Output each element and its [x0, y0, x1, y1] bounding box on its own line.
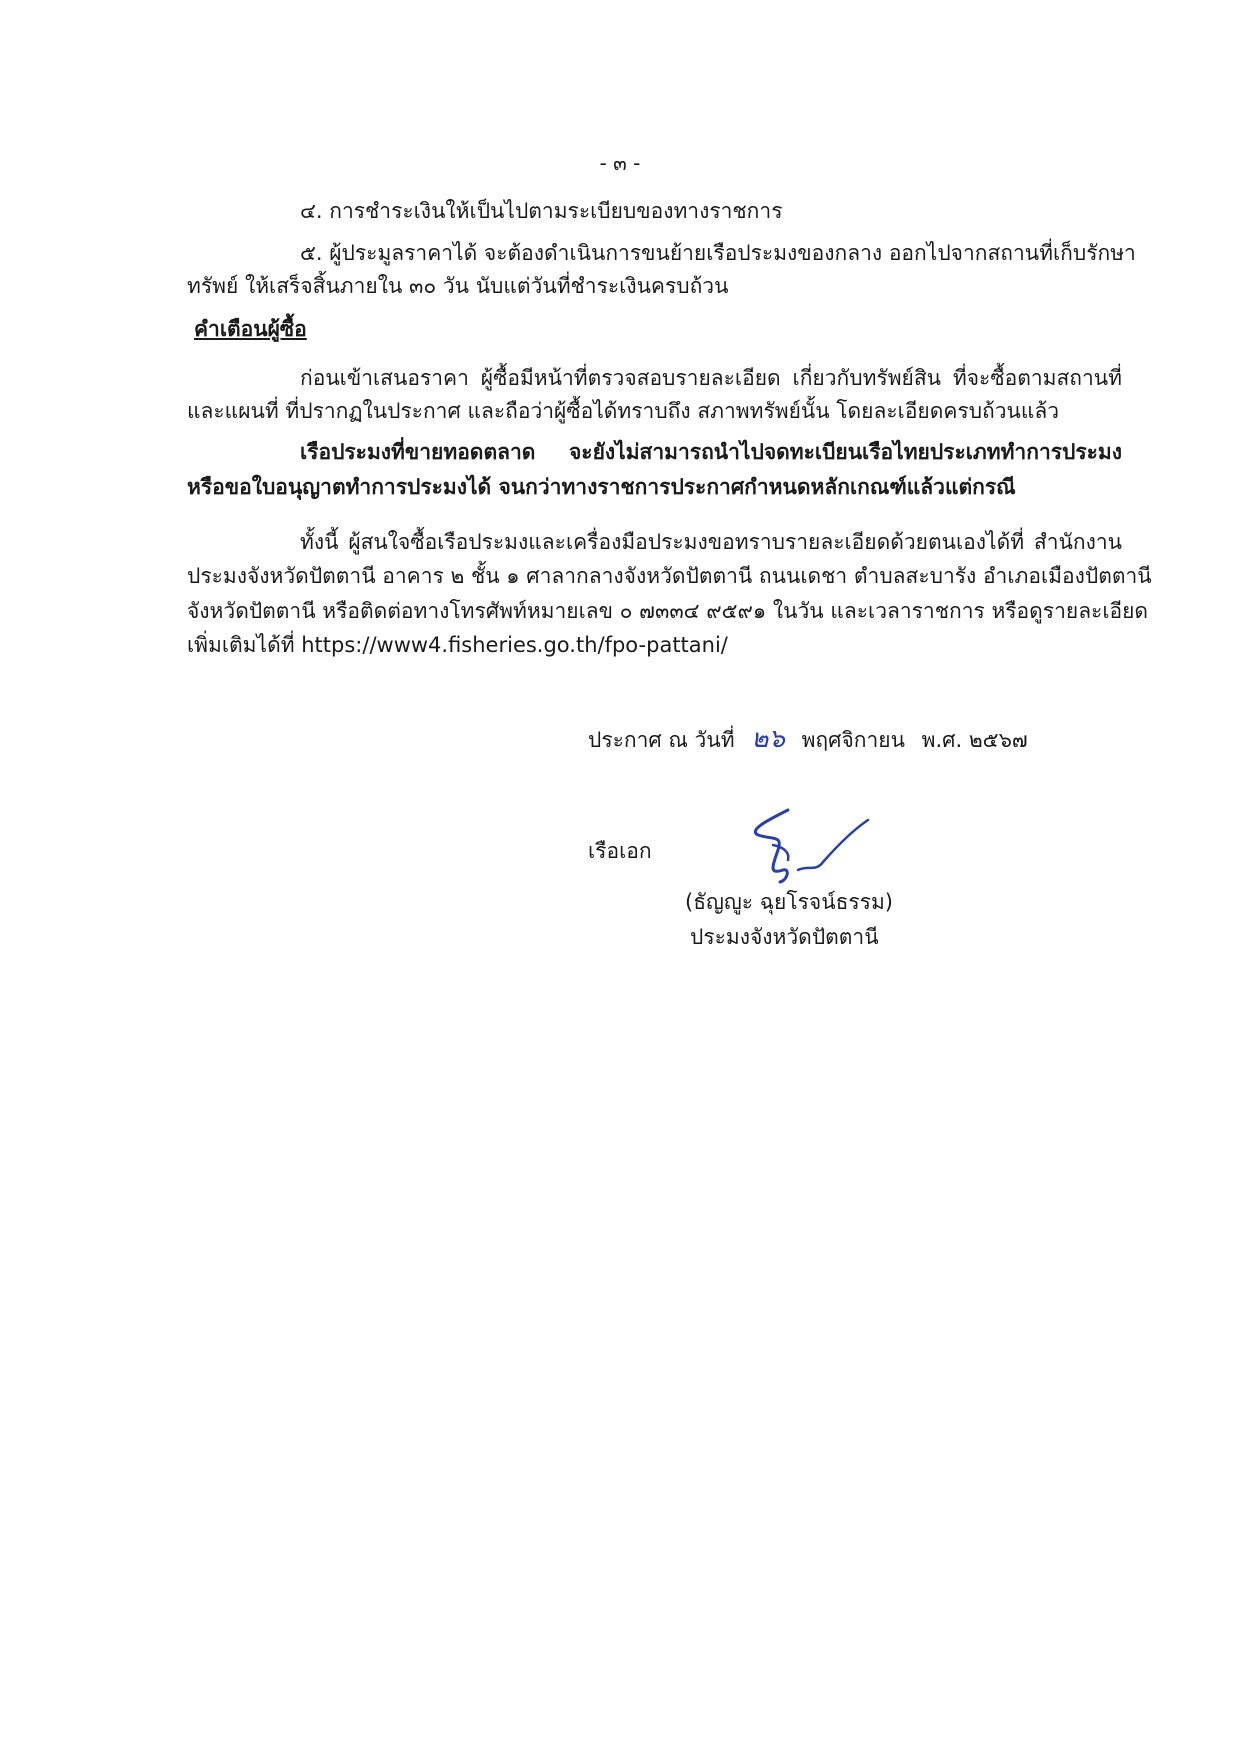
announcement-day: ๒๖ — [751, 724, 785, 754]
contact-line-4: เพิ่มเติมได้ที่ https://www4.fisheries.go.th/fpo-pattani/ — [187, 633, 728, 657]
announcement-date — [588, 724, 1028, 755]
handwritten-signature — [728, 790, 878, 900]
warning-para1-line-2: และแผนที่ ที่ปรากฏในประกาศ และถือว่าผู้ซื้อได้ทราบถึง สภาพทรัพย์นั้น โดยละเอียดครบถ้วนแล้ว — [187, 399, 1060, 423]
announcement-year: พ.ศ. ๒๕๖๗ — [921, 728, 1028, 752]
page-number: - ๓ - — [599, 151, 641, 175]
warning-para1-line-1: ก่อนเข้าเสนอราคา ผู้ซื้อมีหน้าที่ตรวจสอบรายละเอียด เกี่ยวกับทรัพย์สิน ที่จะซื้อตามสถานที่ — [300, 366, 1122, 390]
clause-5-line-1: ๕. ผู้ประมูลราคาได้ จะต้องดำเนินการขนย้ายเรือประมงของกลาง ออกไปจากสถานที่เก็บรักษา — [300, 241, 1136, 265]
warning-bold-line-2: หรือขอใบอนุญาตทำการประมงได้ จนกว่าทางราชการประกาศกำหนดหลักเกณฑ์แล้วแต่กรณี — [187, 475, 1016, 499]
contact-line-1: ทั้งนี้ ผู้สนใจซื้อเรือประมงและเครื่องมือประมงขอทราบรายละเอียดด้วยตนเองได้ที่ สำนักงาน — [300, 530, 1122, 554]
warning-heading: คำเตือนผู้ซื้อ — [194, 317, 307, 341]
announcement-month: พฤศจิกายน — [801, 728, 905, 752]
signatory-name: (ธัญญูะ ฉุยโรจน์ธรรม) — [685, 890, 893, 914]
warning-bold-line-1: เรือประมงที่ขายทอดตลาด จะยังไม่สามารถนำไปจดทะเบียนเรือไทยประเภททำการประมง — [300, 440, 1122, 464]
clause-5-line-2: ทรัพย์ ให้เสร็จสิ้นภายใน ๓๐ วัน นับแต่วันที่ชำระเงินครบถ้วน — [187, 274, 729, 298]
announcement-prefix: ประกาศ ณ วันที่ — [588, 728, 735, 752]
contact-line-3: จังหวัดปัตตานี หรือติดต่อทางโทรศัพท์หมายเลข ๐ ๗๓๓๔ ๙๕๙๑ ในวัน และเวลาราชการ หรือดูรายละเอียด — [187, 599, 1149, 623]
signatory-position: ประมงจังหวัดปัตตานี — [690, 925, 879, 949]
contact-line-2: ประมงจังหวัดปัตตานี อาคาร ๒ ชั้น ๑ ศาลากลางจังหวัดปัตตานี ถนนเดชา ตำบลสะบารัง อำเภอเมืองปัตตานี — [187, 564, 1152, 588]
clause-4: ๔. การชำระเงินให้เป็นไปตามระเบียบของทางราชการ — [300, 199, 783, 223]
signatory-rank: เรือเอก — [588, 839, 652, 863]
